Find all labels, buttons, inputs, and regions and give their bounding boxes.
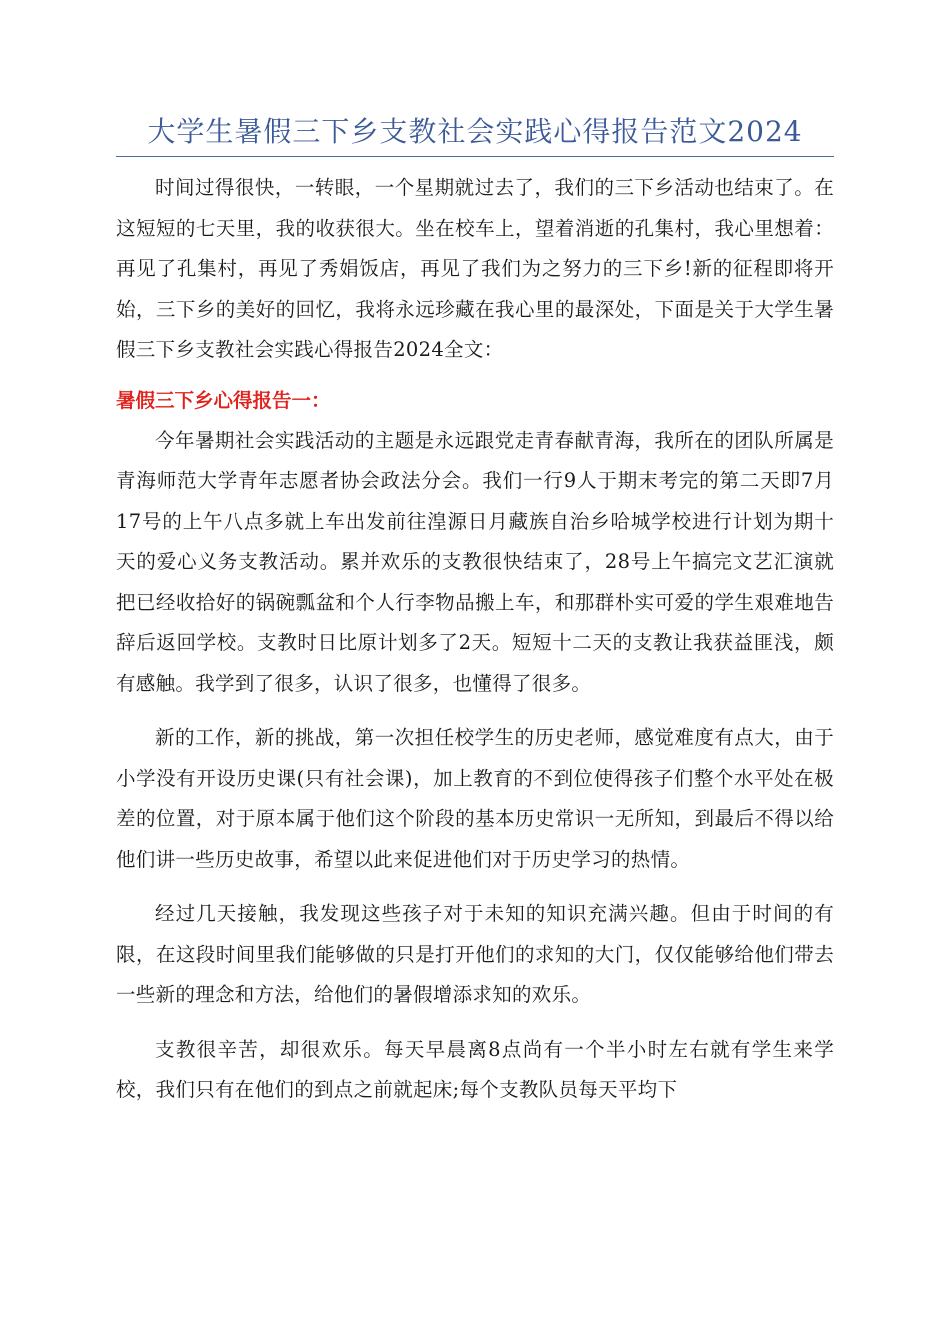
body-paragraph-2: 新的工作，新的挑战，第一次担任校学生的历史老师，感觉难度有点大，由于小学没有开设历史课(只有社会课)，加上教育的不到位使得孩子们整个水平处在极差的位置，对于原本属于他们这个阶段的基本历史常识一无所知，到最后不得以给他们讲一些历史故事，希望以此来促进他们对于历史学习的热情。 (116, 726, 834, 871)
title-block (116, 112, 834, 157)
section-heading: 暑假三下乡心得报告一： (116, 388, 331, 412)
body-paragraph-1: 今年暑期社会实践活动的主题是永远跟党走青春献青海，我所在的团队所属是青海师范大学青年志愿者协会政法分会。我们一行9人于期末考完的第二天即7月17号的上午八点多就上车出发前往湟源日月藏族自治乡哈城学校进行计划为期十天的爱心义务支教活动。累并欢乐的支教很快结束了，28号上午搞完文艺汇演就把已经收拾好的锅碗瓢盆和个人行李物品搬上车，和那群朴实可爱的学生艰难地告辞后返回学校。支教时日比原计划多了2天。短短十二天的支教让我获益匪浅，颇有感触。我学到了很多，认识了很多，也懂得了很多。 (116, 428, 834, 695)
intro-paragraph: 时间过得很快，一转眼，一个星期就过去了，我们的三下乡活动也结束了。在这短短的七天里，我的收获很大。坐在校车上，望着消逝的孔集村，我心里想着：再见了孔集村，再见了秀娟饭店，再见了我们为之努力的三下乡!新的征程即将开始，三下乡的美好的回忆，我将永远珍藏在我心里的最深处，下面是关于大学生暑假三下乡支教社会实践心得报告2024全文： (116, 176, 834, 361)
body-paragraph-4: 支教很辛苦，却很欢乐。每天早晨离8点尚有一个半小时左右就有学生来学校，我们只有在他们的到点之前就起床;每个支教队员每天平均下 (116, 1037, 834, 1101)
body-paragraph-3: 经过几天接触，我发现这些孩子对于未知的知识充满兴趣。但由于时间的有限，在这段时间里我们能够做的只是打开他们的求知的大门，仅仅能够给他们带去一些新的理念和方法，给他们的暑假增添求知的欢乐。 (116, 902, 834, 1006)
document-title: 大学生暑假三下乡支教社会实践心得报告范文2024 (147, 115, 803, 148)
document-body (116, 168, 834, 1125)
